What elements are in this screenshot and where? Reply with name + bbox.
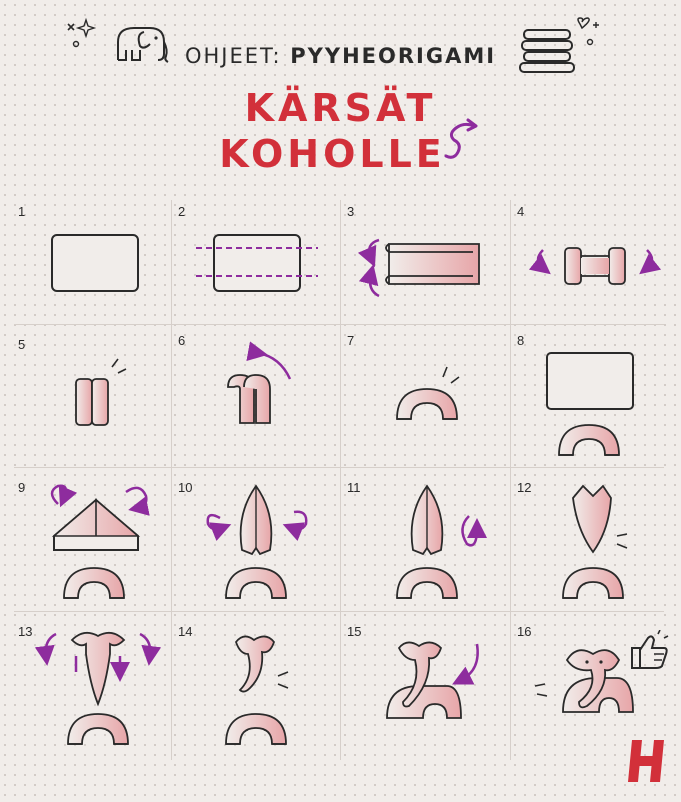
header-prefix: OHJEET: (184, 44, 282, 68)
step-13 (14, 614, 182, 756)
title-line-2: KOHOLLE (219, 132, 446, 176)
step-number: 10 (178, 480, 193, 495)
guide-header (0, 44, 681, 68)
step-number: 12 (517, 480, 532, 495)
head-shape-icon (513, 470, 681, 610)
step-number: 9 (18, 480, 26, 495)
rolls-upright-icon (14, 327, 182, 467)
step-15 (343, 614, 511, 756)
head-with-trunk-icon (174, 614, 342, 754)
step-14 (174, 614, 342, 756)
head-on-body-icon (343, 614, 511, 754)
step-number: 7 (347, 333, 355, 348)
step-5 (14, 327, 182, 469)
step-number: 5 (18, 337, 26, 352)
ears-open-icon (14, 614, 182, 754)
step-number: 15 (347, 624, 362, 639)
step-2 (174, 200, 342, 342)
towel-strip-roll-icon (343, 200, 511, 320)
step-12 (513, 470, 681, 612)
step-number: 3 (347, 204, 355, 219)
towel-fold-lines-icon (174, 200, 342, 320)
step-number: 6 (178, 333, 186, 348)
towel-over-body-icon (513, 327, 681, 467)
step-7 (343, 327, 511, 469)
step-number: 13 (18, 624, 33, 639)
step-10 (174, 470, 342, 612)
step-number: 16 (517, 624, 532, 639)
swirl-icon (440, 112, 486, 164)
step-number: 8 (517, 333, 525, 348)
double-roll-icon (513, 200, 681, 320)
step-number: 4 (517, 204, 525, 219)
rolls-bend-icon (174, 327, 342, 467)
step-8 (513, 327, 681, 469)
step-11 (343, 470, 511, 612)
step-6 (174, 327, 342, 469)
arch-body-icon (343, 327, 511, 467)
title-line-1: KÄRSÄT (244, 86, 437, 130)
flat-towel-icon (14, 200, 182, 320)
step-3 (343, 200, 511, 342)
step-number: 1 (18, 204, 26, 219)
triangle-fold-icon (14, 470, 182, 610)
step-number: 14 (178, 624, 193, 639)
corners-to-center-icon (174, 470, 342, 610)
step-4 (513, 200, 681, 342)
step-9 (14, 470, 182, 612)
step-number: 11 (347, 480, 361, 495)
header-main: PYYHEORIGAMI (290, 44, 497, 68)
thumbs-up-icon (628, 630, 672, 674)
fold-in-half-icon (343, 470, 511, 610)
step-1 (14, 200, 182, 342)
step-number: 2 (178, 204, 186, 219)
brand-logo (626, 738, 670, 784)
